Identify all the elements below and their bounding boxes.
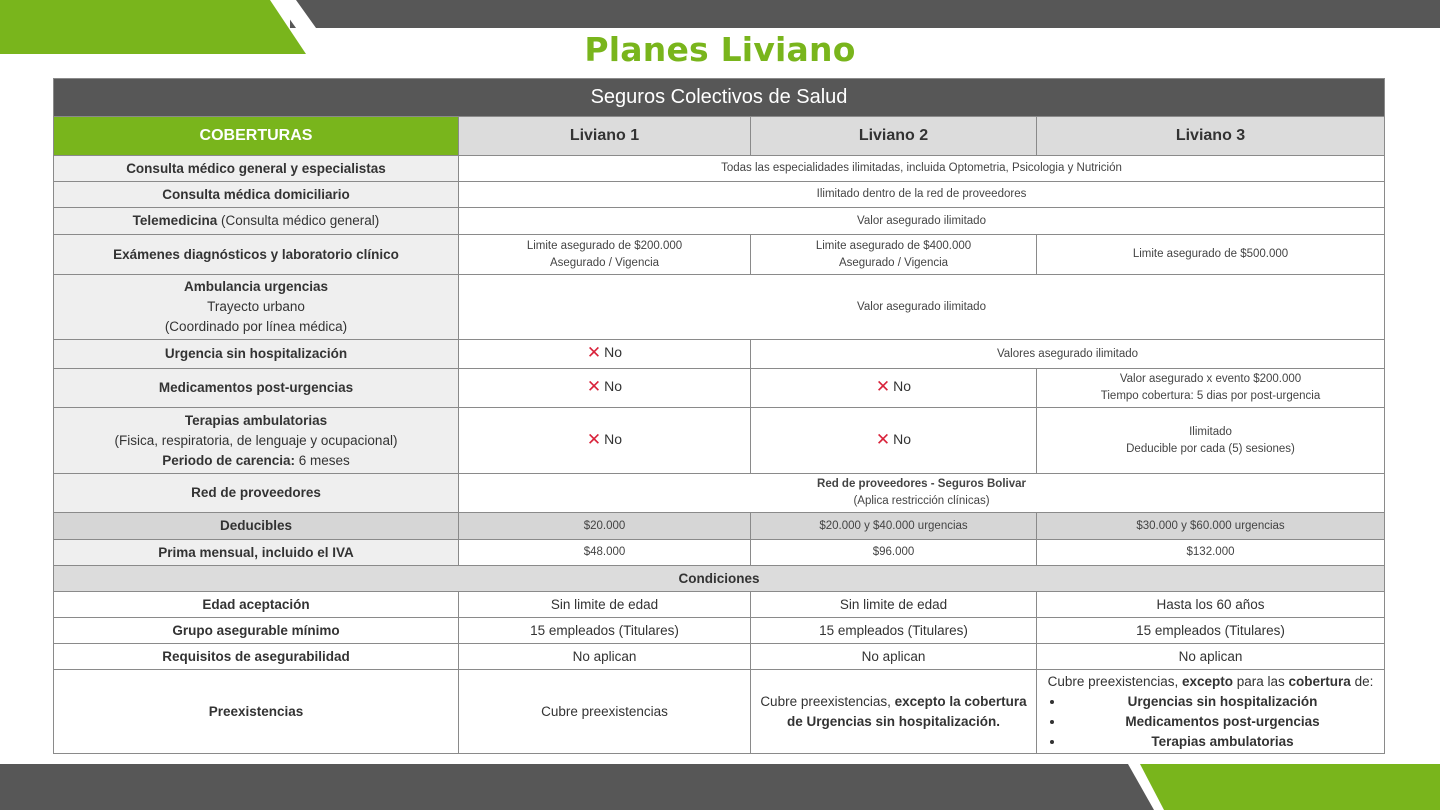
header-plan-3: Liviano 3 xyxy=(1037,117,1385,156)
value-line: Ilimitado xyxy=(1189,425,1232,438)
label-line xyxy=(58,451,454,471)
plan-1-value xyxy=(459,340,751,369)
value-line: Deducible por cada (5) sesiones) xyxy=(1126,442,1295,455)
header-coverage: COBERTURAS xyxy=(54,117,459,156)
row-label xyxy=(54,275,459,340)
header-plan-1: Liviano 1 xyxy=(459,117,751,156)
row-label: Exámenes diagnósticos y laboratorio clínico xyxy=(54,235,459,275)
row-value: Valor asegurado ilimitado xyxy=(459,275,1385,340)
label-line: (Coordinado por línea médica) xyxy=(164,319,348,334)
plan-1-value xyxy=(459,369,751,408)
no-text: No xyxy=(604,344,623,360)
plan-3-value: $30.000 y $60.000 urgencias xyxy=(1037,513,1385,540)
row-label: Edad aceptación xyxy=(54,592,459,618)
row-label: Deducibles xyxy=(54,513,459,540)
header-row xyxy=(54,117,1385,156)
row-requisitos xyxy=(54,644,1385,670)
value-intro xyxy=(1041,672,1380,692)
row-consulta xyxy=(54,156,1385,182)
row-label: Consulta médica domiciliario xyxy=(54,182,459,208)
row-telemedicina xyxy=(54,208,1385,235)
value-text-bold: excepto xyxy=(1181,673,1234,689)
no-text: No xyxy=(604,378,623,394)
plan-2-value xyxy=(751,369,1037,408)
row-domiciliario xyxy=(54,182,1385,208)
value-text: para las xyxy=(1233,673,1289,689)
plan-1-value: Cubre preexistencias xyxy=(459,670,751,754)
plan-3-value: Limite asegurado de $500.000 xyxy=(1037,235,1385,275)
row-label xyxy=(54,408,459,474)
banner-row xyxy=(54,79,1385,117)
plan-2-value: $96.000 xyxy=(751,540,1037,566)
row-label: Consulta médico general y especialistas xyxy=(54,156,459,182)
plan-2-value: 15 empleados (Titulares) xyxy=(751,618,1037,644)
row-label: Urgencia sin hospitalización xyxy=(54,340,459,369)
conditions-header-row xyxy=(54,566,1385,592)
row-label: Medicamentos post-urgencias xyxy=(54,369,459,408)
plan-3-value: Hasta los 60 años xyxy=(1037,592,1385,618)
row-red xyxy=(54,474,1385,513)
label-bold: Periodo de carencia: xyxy=(162,452,296,468)
plan-3-value: $132.000 xyxy=(1037,540,1385,566)
value-text-bold: excepto la cobertura de Urgencias sin hospitalización. xyxy=(786,693,1027,729)
value-text: de: xyxy=(1350,673,1374,689)
plan-1-value xyxy=(459,408,751,474)
row-value: Todas las especialidades ilimitadas, incluida Optometria, Psicologia y Nutrición xyxy=(459,156,1385,182)
row-label: Red de proveedores xyxy=(54,474,459,513)
no-mark xyxy=(876,378,911,395)
plan-2-value: Sin limite de edad xyxy=(751,592,1037,618)
value-text: Cubre preexistencias, xyxy=(760,693,895,709)
row-prima xyxy=(54,540,1385,566)
value-line: Asegurado / Vigencia xyxy=(549,256,660,269)
row-examenes xyxy=(54,235,1385,275)
label-bold: Telemedicina xyxy=(132,213,218,228)
label-line: (Fisica, respiratoria, de lenguaje y ocupacional) xyxy=(114,432,398,448)
row-deducibles xyxy=(54,513,1385,540)
plan-3-value xyxy=(1037,369,1385,408)
plan-3-value xyxy=(1037,670,1385,754)
list-item: • Urgencias sin hospitalización xyxy=(1065,692,1380,712)
plan-2-value: No aplican xyxy=(751,644,1037,670)
list-item: • Terapias ambulatorias xyxy=(1065,732,1380,752)
plan-3-value xyxy=(1037,408,1385,474)
page-title: Planes Liviano xyxy=(584,30,856,69)
no-mark xyxy=(587,431,622,448)
plan-3-value: 15 empleados (Titulares) xyxy=(1037,618,1385,644)
plan-1-value: 15 empleados (Titulares) xyxy=(459,618,751,644)
row-label: Grupo asegurable mínimo xyxy=(54,618,459,644)
label-line: Trayecto urbano xyxy=(207,299,305,314)
row-label xyxy=(54,208,459,235)
red-x-icon: ✕ xyxy=(586,343,602,362)
row-medicamentos xyxy=(54,369,1385,408)
plans-table xyxy=(53,78,1385,754)
exceptions-list xyxy=(1065,692,1380,752)
value-text: Cubre preexistencias, xyxy=(1047,673,1182,689)
label-rest: 6 meses xyxy=(295,452,350,468)
value-line: (Aplica restricción clínicas) xyxy=(853,495,990,507)
row-value: Ilimitado dentro de la red de proveedores xyxy=(459,182,1385,208)
plan-2-value: $20.000 y $40.000 urgencias xyxy=(751,513,1037,540)
value-line-bold: Red de proveedores - Seguros Bolivar xyxy=(817,478,1026,490)
row-label: Preexistencias xyxy=(54,670,459,754)
plan-2-value xyxy=(751,670,1037,754)
plan-1-value: $48.000 xyxy=(459,540,751,566)
list-item: • Medicamentos post-urgencias xyxy=(1065,712,1380,732)
plan-3-value: No aplican xyxy=(1037,644,1385,670)
red-x-icon: ✕ xyxy=(875,377,891,396)
plan-2-3-value: Valores asegurado ilimitado xyxy=(751,340,1385,369)
no-mark xyxy=(876,431,911,448)
plan-1-value: $20.000 xyxy=(459,513,751,540)
row-value xyxy=(459,474,1385,513)
table-banner: Seguros Colectivos de Salud xyxy=(54,79,1385,117)
row-ambulancia xyxy=(54,275,1385,340)
plan-2-value xyxy=(751,235,1037,275)
plan-1-value: Sin limite de edad xyxy=(459,592,751,618)
no-mark xyxy=(587,344,622,361)
bottom-green-band xyxy=(1140,764,1440,810)
value-line: Asegurado / Vigencia xyxy=(838,256,949,269)
row-preexistencias xyxy=(54,670,1385,754)
no-text: No xyxy=(893,378,912,394)
header-plan-2: Liviano 2 xyxy=(751,117,1037,156)
row-edad xyxy=(54,592,1385,618)
row-urgencia xyxy=(54,340,1385,369)
value-line: Limite asegurado de $200.000 xyxy=(526,239,683,252)
row-label: Requisitos de asegurabilidad xyxy=(54,644,459,670)
row-terapias xyxy=(54,408,1385,474)
row-grupo xyxy=(54,618,1385,644)
red-x-icon: ✕ xyxy=(586,377,602,396)
no-text: No xyxy=(893,430,912,447)
value-line: Tiempo cobertura: 5 dias por post-urgencia xyxy=(1100,390,1321,402)
plan-2-value xyxy=(751,408,1037,474)
plan-1-value xyxy=(459,235,751,275)
red-x-icon: ✕ xyxy=(586,429,602,449)
value-line: Limite asegurado de $400.000 xyxy=(815,239,972,252)
value-line: Valor asegurado x evento $200.000 xyxy=(1119,373,1302,385)
value-text-bold: cobertura xyxy=(1288,673,1351,689)
label-line-bold: Ambulancia urgencias xyxy=(183,279,329,294)
label-rest: (Consulta médico general) xyxy=(217,213,380,228)
red-x-icon: ✕ xyxy=(875,429,891,449)
conditions-header: Condiciones xyxy=(54,566,1385,592)
no-mark xyxy=(587,378,622,395)
label-line-bold: Terapias ambulatorias xyxy=(184,412,328,428)
row-label: Prima mensual, incluido el IVA xyxy=(54,540,459,566)
top-gray-band xyxy=(290,0,1440,28)
plan-1-value: No aplican xyxy=(459,644,751,670)
no-text: No xyxy=(604,430,623,447)
row-value: Valor asegurado ilimitado xyxy=(459,208,1385,235)
